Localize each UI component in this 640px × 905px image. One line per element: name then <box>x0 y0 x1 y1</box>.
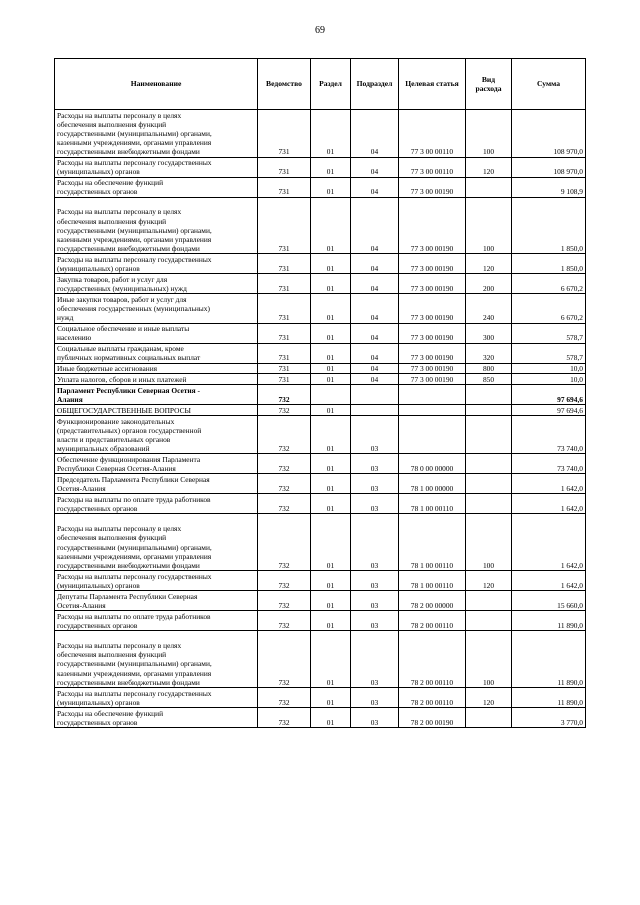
row-sum: 1 850,0 <box>512 254 586 274</box>
row-name: Социальное обеспечение и иные выплаты населению <box>55 323 258 343</box>
row-section: 01 <box>311 343 351 363</box>
row-sum: 1 642,0 <box>512 474 586 494</box>
row-section: 01 <box>311 454 351 474</box>
row-subsection: 04 <box>351 343 399 363</box>
row-subsection: 04 <box>351 363 399 374</box>
row-sum: 73 740,0 <box>512 415 586 453</box>
table-header-row <box>55 59 586 110</box>
row-expense-type <box>466 405 512 416</box>
row-subsection: 03 <box>351 454 399 474</box>
header-name: Наименование <box>55 59 258 110</box>
row-section: 01 <box>311 591 351 611</box>
row-dept: 732 <box>258 631 311 688</box>
row-subsection <box>351 405 399 416</box>
row-name: Расходы на выплаты персоналу государственных (муниципальных) органов <box>55 571 258 591</box>
row-subsection: 03 <box>351 591 399 611</box>
row-dept: 731 <box>258 363 311 374</box>
row-dept: 732 <box>258 687 311 707</box>
row-name: Иные бюджетные ассигнования <box>55 363 258 374</box>
row-target: 78 1 00 00000 <box>399 474 466 494</box>
row-name: Функционирование законодательных (представительных) органов государственной власти и представительных органов муниципальных образований <box>55 415 258 453</box>
row-target: 78 1 00 00110 <box>399 514 466 571</box>
row-section: 01 <box>311 363 351 374</box>
row-target: 77 3 00 00190 <box>399 177 466 197</box>
row-name: Социальные выплаты гражданам, кроме публичных нормативных социальных выплат <box>55 343 258 363</box>
header-subsection: Подраздел <box>351 59 399 110</box>
budget-table <box>54 58 586 728</box>
row-expense-type <box>466 454 512 474</box>
row-expense-type <box>466 385 512 405</box>
row-section: 01 <box>311 254 351 274</box>
row-subsection: 04 <box>351 197 399 254</box>
row-expense-type <box>466 611 512 631</box>
row-dept: 731 <box>258 343 311 363</box>
row-name: Расходы на выплаты персоналу в целях обеспечения выполнения функций государственными (муниципальными) органами, казенными учреждениями, органами управления государственными внебюджетными фондами <box>55 631 258 688</box>
row-section <box>311 385 351 405</box>
row-name: Обеспечение функционирования Парламента Республики Северная Осетия-Алания <box>55 454 258 474</box>
row-dept: 731 <box>258 197 311 254</box>
row-section: 01 <box>311 494 351 514</box>
table-row <box>55 274 586 294</box>
row-section: 01 <box>311 274 351 294</box>
row-dept: 732 <box>258 454 311 474</box>
row-section: 01 <box>311 687 351 707</box>
row-subsection: 04 <box>351 110 399 158</box>
row-expense-type: 120 <box>466 157 512 177</box>
row-subsection: 04 <box>351 294 399 323</box>
table-row <box>55 707 586 727</box>
row-sum: 9 108,9 <box>512 177 586 197</box>
row-target: 77 3 00 00190 <box>399 363 466 374</box>
row-dept: 732 <box>258 571 311 591</box>
row-expense-type <box>466 177 512 197</box>
row-sum: 11 890,0 <box>512 687 586 707</box>
row-subsection: 03 <box>351 571 399 591</box>
row-target: 78 2 00 00190 <box>399 707 466 727</box>
row-expense-type: 100 <box>466 197 512 254</box>
row-target: 77 3 00 00190 <box>399 274 466 294</box>
row-section: 01 <box>311 415 351 453</box>
header-section: Раздел <box>311 59 351 110</box>
table-row <box>55 474 586 494</box>
row-section: 01 <box>311 110 351 158</box>
table-row <box>55 611 586 631</box>
row-name: Расходы на выплаты персоналу в целях обеспечения выполнения функций государственными (муниципальными) органами, казенными учреждениями, органами управления государственными внебюджетными фондами <box>55 110 258 158</box>
row-subsection: 04 <box>351 374 399 385</box>
row-section: 01 <box>311 631 351 688</box>
row-target <box>399 405 466 416</box>
row-dept: 732 <box>258 385 311 405</box>
table-row <box>55 294 586 323</box>
row-expense-type <box>466 474 512 494</box>
row-dept: 732 <box>258 514 311 571</box>
table-row <box>55 454 586 474</box>
row-sum: 10,0 <box>512 363 586 374</box>
table-row <box>55 385 586 405</box>
row-expense-type: 120 <box>466 571 512 591</box>
row-name: Председатель Парламента Республики Северная Осетия-Алания <box>55 474 258 494</box>
table-row <box>55 374 586 385</box>
table-row <box>55 110 586 158</box>
row-sum: 108 970,0 <box>512 157 586 177</box>
row-name: Расходы на выплаты по оплате труда работников государственных органов <box>55 494 258 514</box>
row-subsection: 03 <box>351 631 399 688</box>
row-target: 78 2 00 00110 <box>399 687 466 707</box>
table-row <box>55 687 586 707</box>
row-name: Расходы на выплаты персоналу государственных (муниципальных) органов <box>55 157 258 177</box>
row-subsection: 04 <box>351 323 399 343</box>
row-sum: 1 850,0 <box>512 197 586 254</box>
page-number: 69 <box>315 25 325 36</box>
row-sum: 10,0 <box>512 374 586 385</box>
row-section: 01 <box>311 294 351 323</box>
row-target: 77 3 00 00190 <box>399 197 466 254</box>
row-name: Расходы на выплаты персоналу в целях обеспечения выполнения функций государственными (муниципальными) органами, казенными учреждениями, органами управления государственными внебюджетными фондами <box>55 514 258 571</box>
row-expense-type: 100 <box>466 110 512 158</box>
row-expense-type <box>466 494 512 514</box>
row-expense-type: 100 <box>466 514 512 571</box>
table-row <box>55 363 586 374</box>
row-subsection: 03 <box>351 415 399 453</box>
row-target: 78 1 00 00110 <box>399 494 466 514</box>
row-dept: 732 <box>258 405 311 416</box>
row-sum: 73 740,0 <box>512 454 586 474</box>
row-expense-type: 120 <box>466 254 512 274</box>
row-dept: 731 <box>258 177 311 197</box>
row-subsection: 03 <box>351 494 399 514</box>
row-expense-type: 320 <box>466 343 512 363</box>
row-dept: 732 <box>258 474 311 494</box>
row-name: Иные закупки товаров, работ и услуг для обеспечения государственных (муниципальных) нужд <box>55 294 258 323</box>
row-target: 77 3 00 00190 <box>399 374 466 385</box>
row-target: 78 1 00 00110 <box>399 571 466 591</box>
header-expense-type: Вид расхода <box>466 59 512 110</box>
row-subsection: 04 <box>351 274 399 294</box>
row-name: Расходы на выплаты персоналу государственных (муниципальных) органов <box>55 254 258 274</box>
row-section: 01 <box>311 474 351 494</box>
row-target: 77 3 00 00190 <box>399 294 466 323</box>
row-name: Уплата налогов, сборов и иных платежей <box>55 374 258 385</box>
header-target: Целевая статья <box>399 59 466 110</box>
row-subsection: 03 <box>351 687 399 707</box>
row-section: 01 <box>311 323 351 343</box>
row-sum: 6 670,2 <box>512 294 586 323</box>
row-sum: 1 642,0 <box>512 494 586 514</box>
row-dept: 732 <box>258 494 311 514</box>
row-name: Расходы на выплаты по оплате труда работников государственных органов <box>55 611 258 631</box>
row-dept: 731 <box>258 110 311 158</box>
row-expense-type: 850 <box>466 374 512 385</box>
row-sum: 1 642,0 <box>512 514 586 571</box>
row-subsection: 04 <box>351 177 399 197</box>
row-name: ОБЩЕГОСУДАРСТВЕННЫЕ ВОПРОСЫ <box>55 405 258 416</box>
row-sum: 108 970,0 <box>512 110 586 158</box>
row-expense-type <box>466 415 512 453</box>
row-expense-type: 120 <box>466 687 512 707</box>
row-section: 01 <box>311 177 351 197</box>
row-section: 01 <box>311 707 351 727</box>
row-sum: 97 694,6 <box>512 405 586 416</box>
table-row <box>55 591 586 611</box>
row-target: 77 3 00 00110 <box>399 110 466 158</box>
row-subsection: 04 <box>351 254 399 274</box>
row-name: Расходы на выплаты персоналу государственных (муниципальных) органов <box>55 687 258 707</box>
table-row <box>55 631 586 688</box>
row-subsection: 03 <box>351 474 399 494</box>
table-row <box>55 494 586 514</box>
row-sum: 578,7 <box>512 323 586 343</box>
row-dept: 731 <box>258 157 311 177</box>
row-target: 77 3 00 00190 <box>399 343 466 363</box>
row-target <box>399 385 466 405</box>
row-section: 01 <box>311 197 351 254</box>
row-section: 01 <box>311 157 351 177</box>
row-expense-type: 800 <box>466 363 512 374</box>
row-expense-type: 240 <box>466 294 512 323</box>
row-sum: 11 890,0 <box>512 631 586 688</box>
row-name: Закупка товаров, работ и услуг для государственных (муниципальных) нужд <box>55 274 258 294</box>
row-subsection: 03 <box>351 611 399 631</box>
row-target: 78 2 00 00110 <box>399 631 466 688</box>
table-row <box>55 343 586 363</box>
table-row <box>55 415 586 453</box>
row-sum: 3 770,0 <box>512 707 586 727</box>
table-row <box>55 254 586 274</box>
table-row <box>55 157 586 177</box>
row-expense-type <box>466 591 512 611</box>
header-dept: Ведомство <box>258 59 311 110</box>
row-dept: 731 <box>258 254 311 274</box>
table-row <box>55 323 586 343</box>
row-subsection <box>351 385 399 405</box>
row-sum: 1 642,0 <box>512 571 586 591</box>
row-dept: 732 <box>258 707 311 727</box>
row-name: Расходы на выплаты персоналу в целях обеспечения выполнения функций государственными (муниципальными) органами, казенными учреждениями, органами управления государственными внебюджетными фондами <box>55 197 258 254</box>
row-dept: 731 <box>258 374 311 385</box>
row-dept: 732 <box>258 591 311 611</box>
row-section: 01 <box>311 571 351 591</box>
row-subsection: 04 <box>351 157 399 177</box>
table-row <box>55 405 586 416</box>
row-name: Депутаты Парламента Республики Северная Осетия-Алания <box>55 591 258 611</box>
row-name: Парламент Республики Северная Осетия - Алания <box>55 385 258 405</box>
row-sum: 11 890,0 <box>512 611 586 631</box>
row-dept: 732 <box>258 415 311 453</box>
row-target: 78 0 00 00000 <box>399 454 466 474</box>
row-sum: 97 694,6 <box>512 385 586 405</box>
row-name: Расходы на обеспечение функций государственных органов <box>55 707 258 727</box>
row-dept: 732 <box>258 611 311 631</box>
row-expense-type: 300 <box>466 323 512 343</box>
row-dept: 731 <box>258 323 311 343</box>
row-sum: 15 660,0 <box>512 591 586 611</box>
table-row <box>55 197 586 254</box>
table-row <box>55 514 586 571</box>
row-section: 01 <box>311 611 351 631</box>
row-section: 01 <box>311 405 351 416</box>
row-name: Расходы на обеспечение функций государственных органов <box>55 177 258 197</box>
row-sum: 578,7 <box>512 343 586 363</box>
row-sum: 6 670,2 <box>512 274 586 294</box>
row-target: 78 2 00 00000 <box>399 591 466 611</box>
row-dept: 731 <box>258 294 311 323</box>
row-expense-type: 100 <box>466 631 512 688</box>
row-target <box>399 415 466 453</box>
table-row <box>55 177 586 197</box>
row-subsection: 03 <box>351 514 399 571</box>
row-dept: 731 <box>258 274 311 294</box>
row-section: 01 <box>311 374 351 385</box>
table-row <box>55 571 586 591</box>
row-target: 78 2 00 00110 <box>399 611 466 631</box>
row-expense-type <box>466 707 512 727</box>
row-target: 77 3 00 00110 <box>399 157 466 177</box>
row-section: 01 <box>311 514 351 571</box>
table-body <box>55 110 586 728</box>
row-expense-type: 200 <box>466 274 512 294</box>
row-target: 77 3 00 00190 <box>399 323 466 343</box>
row-target: 77 3 00 00190 <box>399 254 466 274</box>
header-sum: Сумма <box>512 59 586 110</box>
row-subsection: 03 <box>351 707 399 727</box>
